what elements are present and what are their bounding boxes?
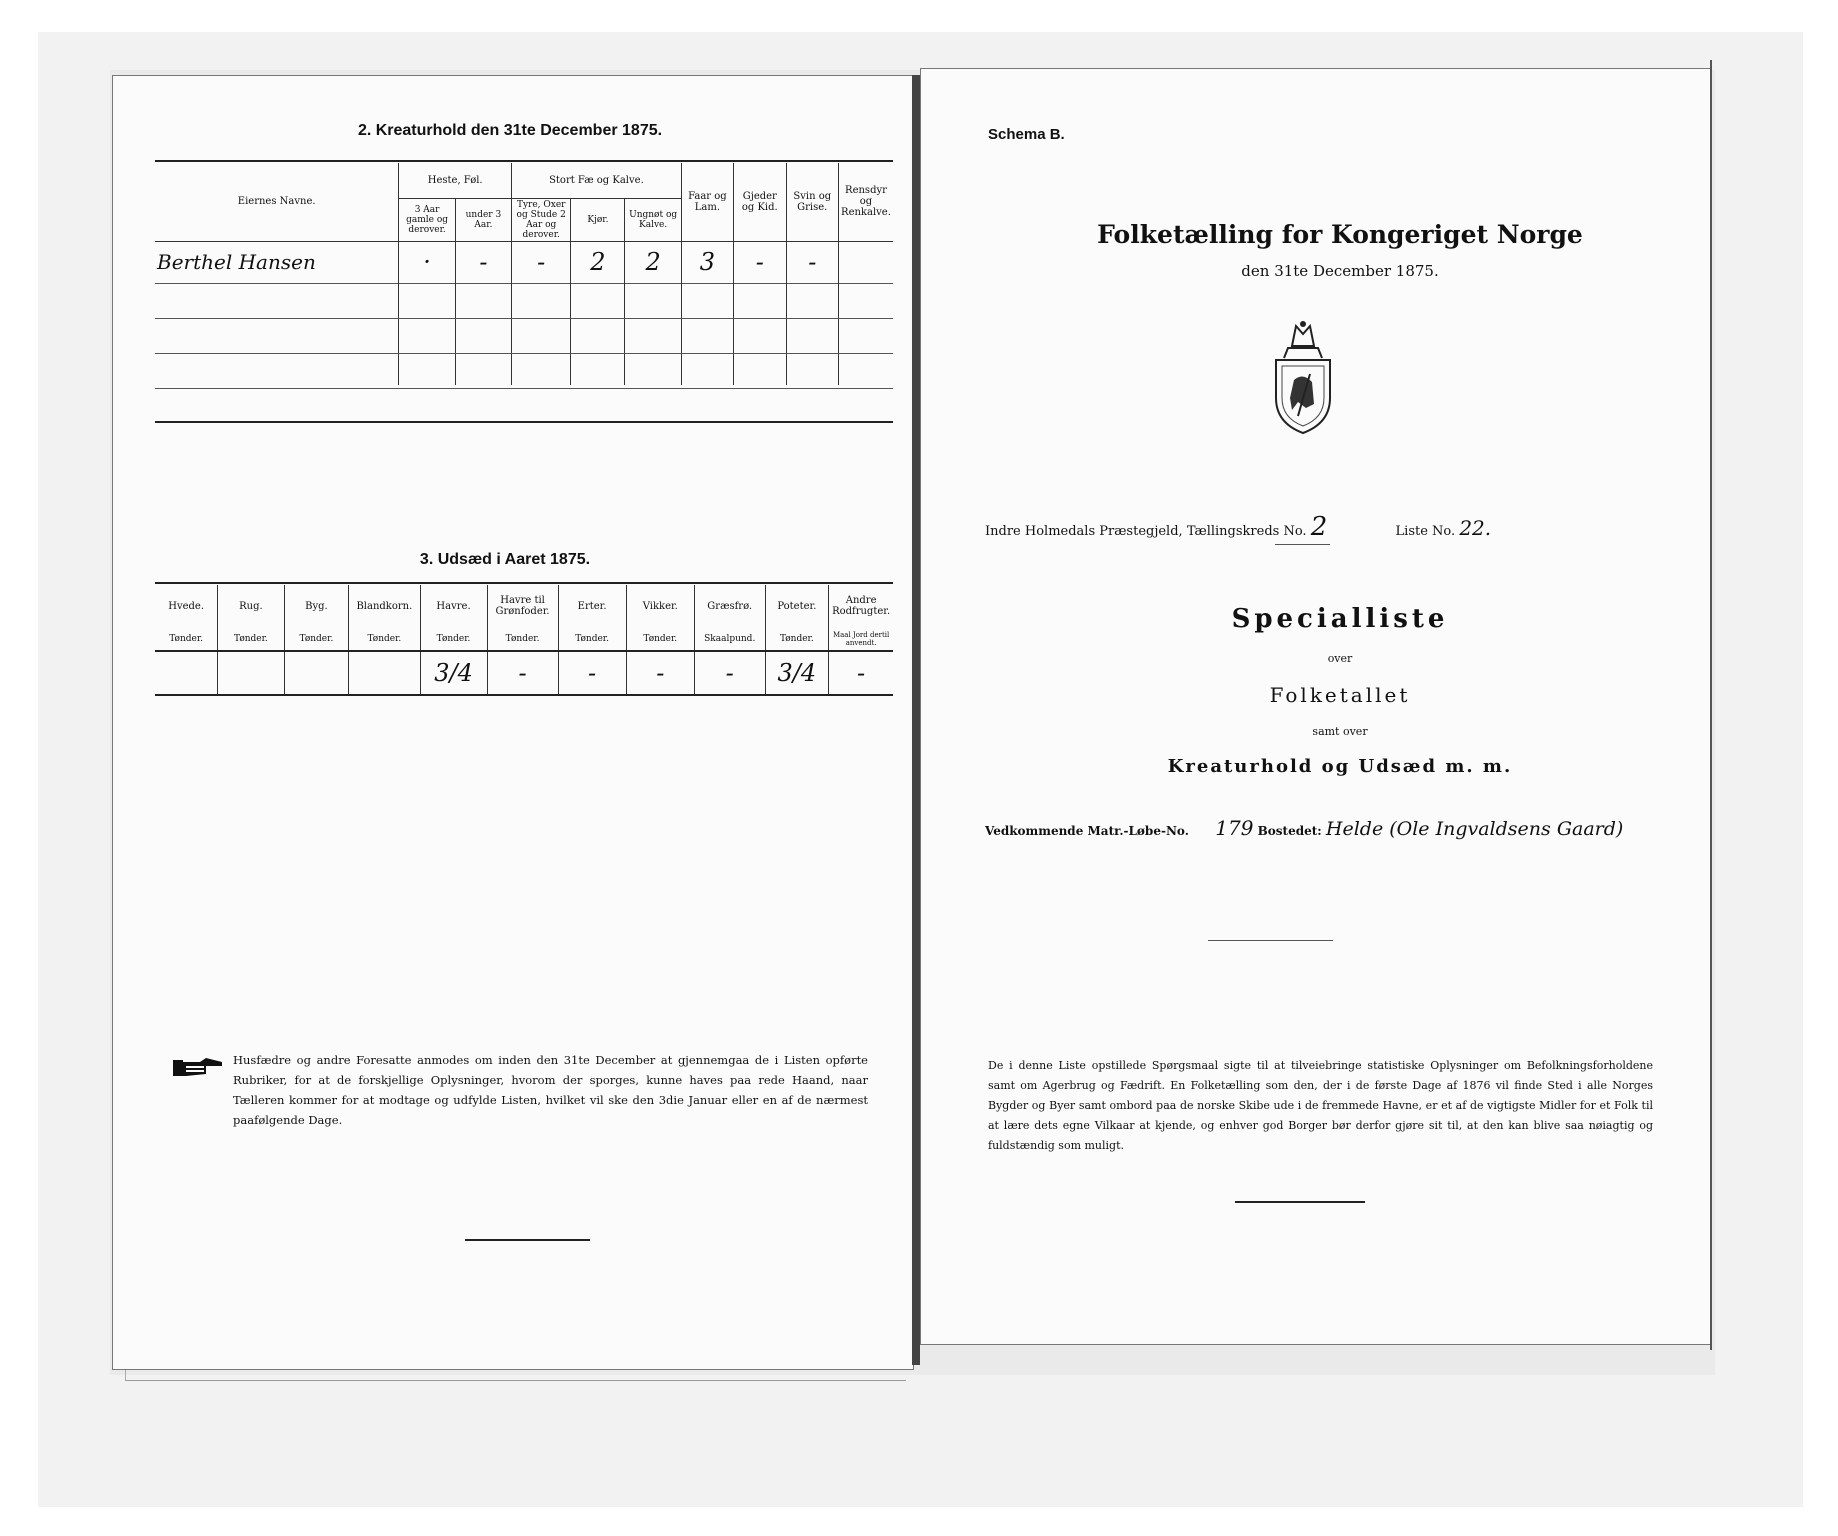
seed-col: Byg. <box>284 585 349 627</box>
seed-col: Erter. <box>558 585 626 627</box>
table-rule <box>155 582 893 584</box>
table-row <box>155 318 893 353</box>
prestegjeld-label: Indre Holmedals Præstegjeld, <box>985 524 1183 539</box>
over-label: over <box>1327 652 1353 665</box>
cell: - <box>734 241 787 283</box>
col-stort-c: Ungnøt og Kalve. <box>625 198 681 241</box>
bosted-label: Bostedet: <box>1257 824 1322 838</box>
seed-value: 3/4 <box>765 651 829 695</box>
schema-label: Schema B. <box>988 126 1065 143</box>
seed-col: Blandkorn. <box>349 585 420 627</box>
seed-unit: Tønder. <box>155 627 218 651</box>
table-row <box>155 651 893 695</box>
seed-table <box>155 585 893 696</box>
col-stort-a: Tyre, Oxer og Stude 2 Aar og derover. <box>512 198 571 241</box>
samt-over-label: samt over <box>1312 725 1368 738</box>
row-rule <box>155 353 893 354</box>
seed-unit: Tønder. <box>420 627 487 651</box>
pointing-hand-icon <box>172 1054 224 1082</box>
owner-name: Berthel Hansen <box>155 241 399 283</box>
table-rule <box>155 421 893 423</box>
cell: 2 <box>571 241 625 283</box>
kreds-label: Tællingskreds No. <box>1186 524 1307 539</box>
folketallet-heading: Folketallet <box>1269 683 1411 707</box>
liste-value: 22. <box>1459 516 1492 540</box>
seed-col: Poteter. <box>765 585 829 627</box>
row-rule <box>155 318 893 319</box>
kreds-value: 2 <box>1310 512 1328 542</box>
cell: - <box>786 241 838 283</box>
divider <box>1208 940 1333 941</box>
seed-col: Vikker. <box>626 585 694 627</box>
col-faar: Faar og Lam. <box>681 163 733 241</box>
cell: · <box>399 241 456 283</box>
table-row <box>155 283 893 318</box>
matr-label: Vedkommende Matr.-Løbe-No. <box>985 824 1189 838</box>
seed-col: Hvede. <box>155 585 218 627</box>
specialliste-heading: Specialliste <box>1231 604 1449 634</box>
seed-value: 3/4 <box>420 651 487 695</box>
norway-coat-of-arms-icon <box>1268 318 1338 436</box>
matr-value: 179 <box>1215 816 1254 840</box>
seed-unit: Maal Jord dertil anvendt. <box>829 627 893 651</box>
seed-unit: Tønder. <box>284 627 349 651</box>
census-date: den 31te December 1875. <box>1241 262 1439 280</box>
col-heste-b: under 3 Aar. <box>455 198 511 241</box>
cell: 2 <box>625 241 681 283</box>
seed-value <box>155 651 218 695</box>
cell <box>838 241 893 283</box>
divider <box>1235 1201 1365 1203</box>
seed-value: - <box>626 651 694 695</box>
section2-title: 2. Kreaturhold den 31te December 1875. <box>357 122 663 139</box>
col-rensdyr: Rensdyr og Renkalve. <box>838 163 893 241</box>
section3-title: 3. Udsæd i Aaret 1875. <box>419 551 591 568</box>
seed-unit: Tønder. <box>765 627 829 651</box>
page-stack-edge <box>1680 60 1712 1350</box>
seed-unit: Skaalpund. <box>694 627 765 651</box>
col-heste: Heste, Føl. <box>399 163 512 198</box>
seed-value: - <box>829 651 893 695</box>
col-stort-fae: Stort Fæ og Kalve. <box>512 163 682 198</box>
divider <box>1275 544 1330 545</box>
seed-col: Rug. <box>218 585 284 627</box>
seed-value <box>349 651 420 695</box>
seed-unit: Tønder. <box>626 627 694 651</box>
livestock-table <box>155 163 893 385</box>
table-rule <box>155 160 893 162</box>
seed-unit: Tønder. <box>218 627 284 651</box>
row-rule <box>155 388 893 389</box>
seed-col: Havre. <box>420 585 487 627</box>
col-names: Eiernes Navne. <box>155 163 399 241</box>
kreaturhold-heading: Kreaturhold og Udsæd m. m. <box>1167 756 1513 777</box>
seed-unit: Tønder. <box>558 627 626 651</box>
divider <box>465 1239 590 1241</box>
col-gjeder: Gjeder og Kid. <box>734 163 787 241</box>
col-svin: Svin og Grise. <box>786 163 838 241</box>
footer-text: De i denne Liste opstillede Spørgsmaal sigte til at tilveiebringe statistiske Oplysninger om Befolkningsforholdene samt om Agerbrug og Fædrift. En Folketælling som den, der i de første Dage af 1876 vil finde Sted i alle Norges Bygder og Byer samt ombord paa de norske Skibe ude i de fremmede Havne, er et af de vigtigste Midler for et Folk til at lære dets egne Vilkaar at kjende, og enhver god Borger bør derfor gjøre sit til, at den kan blive saa nøiagtig og fuldstændig som muligt. <box>988 1059 1653 1152</box>
census-title: Folketælling for Kongeriget Norge <box>1097 220 1583 249</box>
cell: - <box>455 241 511 283</box>
seed-value: - <box>487 651 558 695</box>
matr-line <box>985 816 1623 840</box>
seed-value <box>218 651 284 695</box>
seed-col: Græsfrø. <box>694 585 765 627</box>
cell: 3 <box>681 241 733 283</box>
bosted-value: Helde (Ole Ingvaldsens Gaard) <box>1325 818 1624 840</box>
seed-unit: Tønder. <box>349 627 420 651</box>
district-line <box>985 512 1491 542</box>
table-row <box>155 241 893 283</box>
book-spine <box>912 75 920 1365</box>
col-heste-a: 3 Aar gamle og derover. <box>399 198 456 241</box>
seed-col: Havre til Grønfoder. <box>487 585 558 627</box>
seed-value: - <box>558 651 626 695</box>
seed-unit: Tønder. <box>487 627 558 651</box>
seed-value: - <box>694 651 765 695</box>
seed-col: Andre Rodfrugter. <box>829 585 893 627</box>
seed-value <box>284 651 349 695</box>
table-row <box>155 353 893 385</box>
liste-label: Liste No. <box>1395 524 1456 539</box>
col-stort-b: Kjør. <box>571 198 625 241</box>
notice-text: Husfædre og andre Foresatte anmodes om inden den 31te December at gjennemgaa de i Listen opførte Rubriker, for at de forskjellige Oplysninger, hvorom der sporges, kunne haves paa rede Haand, naar Tælleren kommer for at modtage og udfylde Listen, hvilket vil ske den 3die Januar eller en af de nærmest paafølgende Dage. <box>233 1053 868 1127</box>
cell: - <box>512 241 571 283</box>
